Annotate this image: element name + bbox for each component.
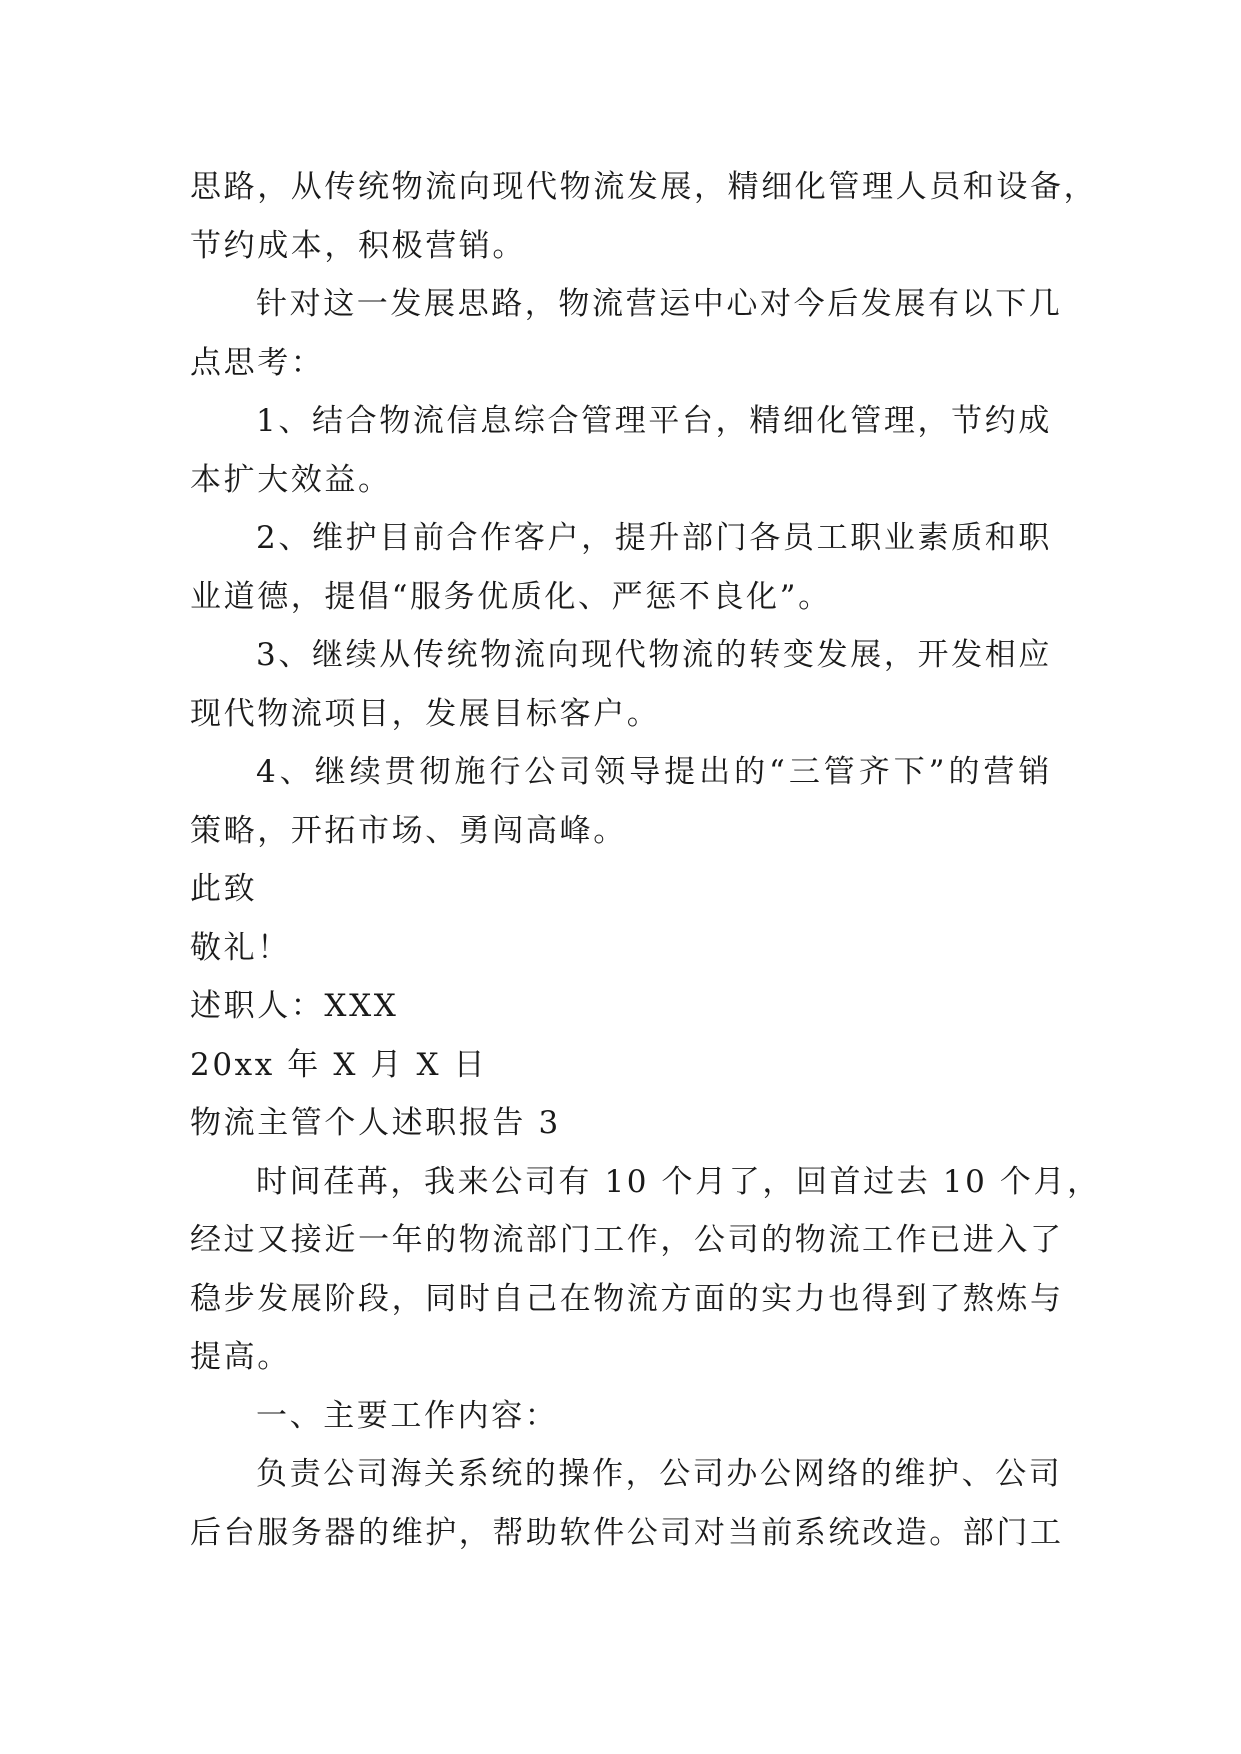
section-title: 物流主管个人述职报告 3 [190, 1105, 561, 1141]
date-line: 20xx 年 X 月 X 日 [190, 1046, 488, 1083]
text-line: 本扩大效益。 [190, 461, 392, 498]
text-line: 稳步发展阶段，同时自己在物流方面的实力也得到了熬炼与 [190, 1280, 1064, 1317]
list-item-1: 1、结合物流信息综合管理平台，精细化管理，节约成 [256, 403, 1052, 439]
text-line: 策略，开拓市场、勇闯高峰。 [190, 812, 627, 849]
text-line: 现代物流项目，发展目标客户。 [190, 695, 661, 732]
list-item-4: 4、继续贯彻施行公司领导提出的“三管齐下”的营销 [256, 754, 1052, 790]
text-line: 提高。 [190, 1339, 291, 1375]
paragraph-start-line: 负责公司海关系统的操作，公司办公网络的维护、公司 [256, 1456, 1063, 1492]
text-line: 节约成本，积极营销。 [190, 227, 526, 264]
list-item-3: 3、继续从传统物流向现代物流的转变发展，开发相应 [256, 637, 1052, 673]
list-item-2: 2、维护目前合作客户，提升部门各员工职业素质和职 [256, 520, 1052, 556]
text-line: 业道德，提倡“服务优质化、严惩不良化”。 [190, 578, 832, 615]
subsection-heading: 一、主要工作内容： [256, 1397, 559, 1434]
signature-line: 述职人：XXX [190, 988, 399, 1024]
text-line: 点思考： [190, 344, 325, 381]
text-line: 经过又接近一年的物流部门工作，公司的物流工作已进入了 [190, 1222, 1064, 1258]
paragraph-start-line: 针对这一发展思路，物流营运中心对今后发展有以下几 [256, 286, 1063, 322]
closing-salutation: 此致 [190, 871, 258, 907]
closing-regards: 敬礼！ [190, 929, 291, 966]
text-line: 思路，从传统物流向现代物流发展，精细化管理人员和设备， [190, 169, 1098, 205]
paragraph-start-line: 时间荏苒，我来公司有 10 个月了，回首过去 10 个月， [256, 1163, 1101, 1200]
document-body [190, 158, 1101, 1562]
text-line: 后台服务器的维护，帮助软件公司对当前系统改造。部门工 [190, 1514, 1064, 1551]
